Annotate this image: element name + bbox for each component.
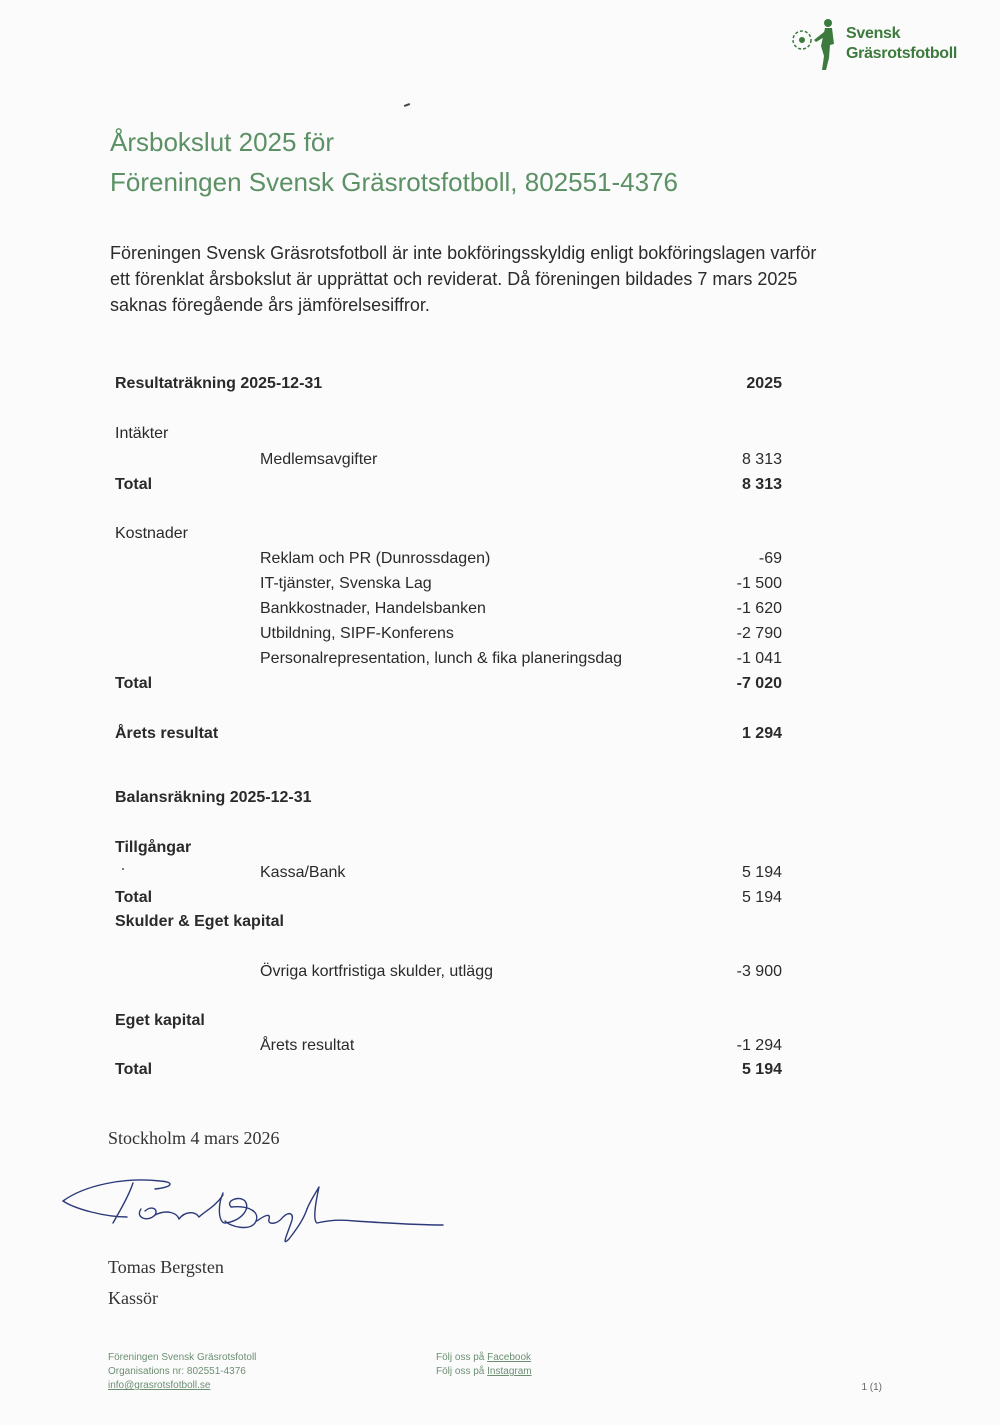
- intro-line3: saknas föregående års jämförelsesiffror.: [110, 295, 430, 315]
- line-item-amount: -1 500: [736, 575, 782, 592]
- line-item-row: [0, 572, 1000, 596]
- line-item-row: [0, 597, 1000, 621]
- footer-facebook-line: [436, 1351, 532, 1365]
- footer-org-name: Föreningen Svensk Gräsrotsfotoll: [108, 1352, 257, 1363]
- line-item-row: [0, 547, 1000, 571]
- logo-text-line1: Svensk: [846, 25, 901, 42]
- line-item-label: Kassa/Bank: [260, 864, 346, 881]
- line-item-row: [0, 861, 1000, 885]
- costs-section-row: [0, 522, 1000, 546]
- total-label: Total: [115, 675, 153, 692]
- assets-section-row: [0, 836, 1000, 860]
- line-item-label: Personalrepresentation, lunch & fika planeringsdag: [260, 650, 623, 667]
- equity-label: Eget kapital: [115, 1012, 205, 1029]
- line-item-row: [0, 622, 1000, 646]
- costs-label: Kostnader: [115, 525, 188, 542]
- line-item-label: Reklam och PR (Dunrossdagen): [260, 550, 491, 567]
- final-total-row: [0, 1058, 1000, 1082]
- total-label: Total: [115, 476, 153, 493]
- footer-org-number: Organisations nr: 802551-4376: [108, 1366, 246, 1377]
- revenue-total-row: [0, 473, 1000, 497]
- assets-label: Tillgångar: [115, 839, 192, 856]
- footer-email-link[interactable]: info@grasrotsfotboll.se: [108, 1380, 211, 1391]
- footer-social-links: [436, 1351, 532, 1379]
- costs-total-row: [0, 672, 1000, 696]
- line-item-row: [0, 960, 1000, 984]
- line-item-label: Övriga kortfristiga skulder, utlägg: [260, 963, 493, 980]
- line-item-row: [0, 1034, 1000, 1058]
- total-amount: -7 020: [736, 675, 782, 692]
- line-item-label: Årets resultat: [260, 1037, 355, 1054]
- line-item-label: Medlemsavgifter: [260, 451, 378, 468]
- assets-total-row: [0, 886, 1000, 910]
- title-line2: Föreningen Svensk Gräsrotsfotboll, 802551-4376: [110, 167, 679, 197]
- organization-logo: [788, 18, 978, 74]
- line-item-amount: -1 620: [736, 600, 782, 617]
- income-statement-heading: Resultaträkning 2025-12-31: [115, 375, 323, 392]
- follow-text: Följ oss på: [436, 1352, 488, 1363]
- line-item-amount: -3 900: [736, 963, 782, 980]
- place-date: Stockholm 4 mars 2026: [108, 1128, 280, 1148]
- total-label: Total: [115, 1061, 153, 1078]
- year-column-header: 2025: [746, 375, 782, 392]
- signatory-name: Tomas Bergsten: [108, 1257, 224, 1277]
- revenue-section-row: [0, 422, 1000, 446]
- line-item-label: IT-tjänster, Svenska Lag: [260, 575, 432, 592]
- line-item-label: Utbildning, SIPF-Konferens: [260, 625, 454, 642]
- liabilities-label: Skulder & Eget kapital: [115, 913, 284, 930]
- line-item-amount: 8 313: [741, 451, 782, 468]
- instagram-link[interactable]: Instagram: [487, 1366, 532, 1377]
- footer-instagram-line: [436, 1365, 532, 1379]
- income-statement-header: [0, 372, 1000, 396]
- line-item-amount: 5 194: [741, 864, 782, 881]
- stray-mark: [404, 103, 410, 107]
- line-item-row: [0, 647, 1000, 671]
- total-amount: 5 194: [741, 1061, 782, 1078]
- football-player-icon: [788, 18, 844, 74]
- intro-line2: ett förenklat årsbokslut är upprättat och reviderat. Då föreningen bildades 7 mars 2025: [110, 269, 798, 289]
- total-label: Total: [115, 889, 153, 906]
- annual-result-label: Årets resultat: [115, 725, 219, 742]
- intro-paragraph: [110, 240, 900, 318]
- annual-result-amount: 1 294: [741, 725, 782, 742]
- signatory-role: Kassör: [108, 1288, 158, 1308]
- follow-text: Följ oss på: [436, 1366, 488, 1377]
- line-item-amount: -69: [758, 550, 782, 567]
- revenue-label: Intäkter: [115, 425, 169, 442]
- title-line1: Årsbokslut 2025 för: [110, 127, 335, 157]
- equity-section-row: [0, 1009, 1000, 1033]
- footer-organization-info: [108, 1351, 256, 1393]
- liabilities-section-row: [0, 910, 1000, 934]
- total-amount: 8 313: [741, 476, 782, 493]
- handwritten-signature: [55, 1165, 455, 1260]
- line-item-amount: -1 294: [736, 1037, 782, 1054]
- line-item-amount: -2 790: [736, 625, 782, 642]
- balance-sheet-header: [0, 786, 1000, 810]
- signatory: [108, 1252, 224, 1314]
- logo-text-line2: Gräsrotsfotboll: [846, 45, 958, 62]
- page-number: 1 (1): [861, 1382, 882, 1393]
- total-amount: 5 194: [741, 889, 782, 906]
- line-item-label: Bankkostnader, Handelsbanken: [260, 600, 486, 617]
- line-item-amount: -1 041: [736, 650, 782, 667]
- line-item-row: [0, 448, 1000, 472]
- annual-result-row: [0, 722, 1000, 746]
- document-title: [110, 122, 678, 202]
- balance-sheet-heading: Balansräkning 2025-12-31: [115, 789, 312, 806]
- intro-line1: Föreningen Svensk Gräsrotsfotboll är inte bokföringsskyldig enligt bokföringslagen varför: [110, 243, 817, 263]
- facebook-link[interactable]: Facebook: [487, 1352, 532, 1363]
